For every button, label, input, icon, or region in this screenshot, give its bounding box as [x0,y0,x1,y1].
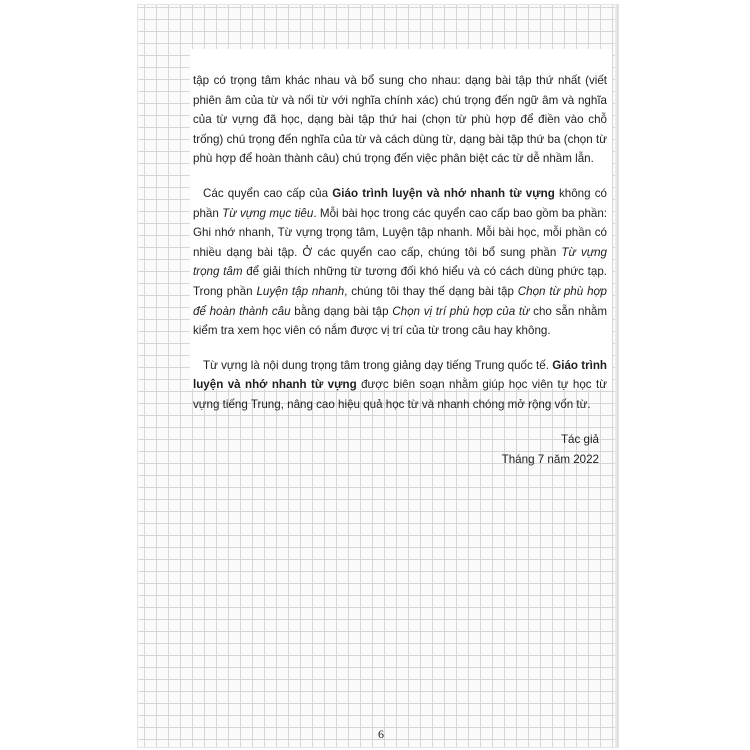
text-run: được biên soạn nhằm giúp học viên tự học từ vựng tiếng Trung, nâng cao hiệu quả học từ và nhanh chóng mở rộng vốn từ. [193,378,608,411]
text-run: cho sẵn nhằm kiểm tra xem học viên có nắm được vị trí của từ trong câu hay không. [193,304,607,338]
paragraph-2 [193,184,607,341]
text-run: Giáo trình luyện và nhớ nhanh từ vựng [193,358,607,392]
text-run: bằng dạng bài tập [290,304,393,318]
text-run: Từ vựng là nội dung trọng tâm trong giảng dạy tiếng Trung quốc tế. [203,358,553,372]
text-run: để giải thích những từ tương đối khó hiểu và có cách dùng phức tạp. Trong phần [193,265,607,298]
text-run: Chọn từ phù hợp để hoàn thành câu [193,284,607,318]
page-number: 6 [378,727,384,741]
text-run: Từ vựng trọng tâm [193,245,607,279]
text-run: Các quyển cao cấp của [203,186,333,200]
text-run: Giáo trình luyện và nhớ nhanh từ vựng [332,186,555,200]
text-run: tập có trọng tâm khác nhau và bổ sung cho nhau: dạng bài tập thứ nhất (viết phiên âm của từ và nối từ với nghĩa chính xác) chú trọng đến ngữ âm và nghĩa của từ vựng đã học, dạng bài tập thứ hai (chọn từ phù hợp để điền vào chỗ trống) chú trọng đến nghĩa của từ và cách dùng từ, dạng bài tập thứ ba (chọn từ phù hợp để hoàn thành câu) chú trọng đến việc phân biệt các từ dễ nhầm lẫn. [193,74,607,166]
preface-text [193,71,607,470]
paragraph-1 [193,71,607,169]
signature-date: Tháng 7 năm 2022 [501,452,599,466]
text-run: không có phần [193,186,608,220]
text-run: Chọn vị trí phù hợp của từ [392,304,530,318]
text-run: , chúng tôi thay thế dạng bài tập [344,284,518,298]
text-run: . Mỗi bài học trong các quyển cao cấp bao gồm ba phần: Ghi nhớ nhanh, Từ vựng trọng tâm, Luyện tập nhanh. Mỗi bài học, mỗi phần có nhiều dạng bài tập. Ở các quyển cao cấp, chúng tôi bổ sung phần [193,206,608,259]
text-run: Luyện tập nhanh [256,284,345,298]
signature-author: Tác giả [560,432,599,446]
page-edge [615,5,618,747]
book-page [138,5,618,747]
text-run: Từ vựng mục tiêu [222,206,314,220]
paragraph-3 [193,356,607,415]
